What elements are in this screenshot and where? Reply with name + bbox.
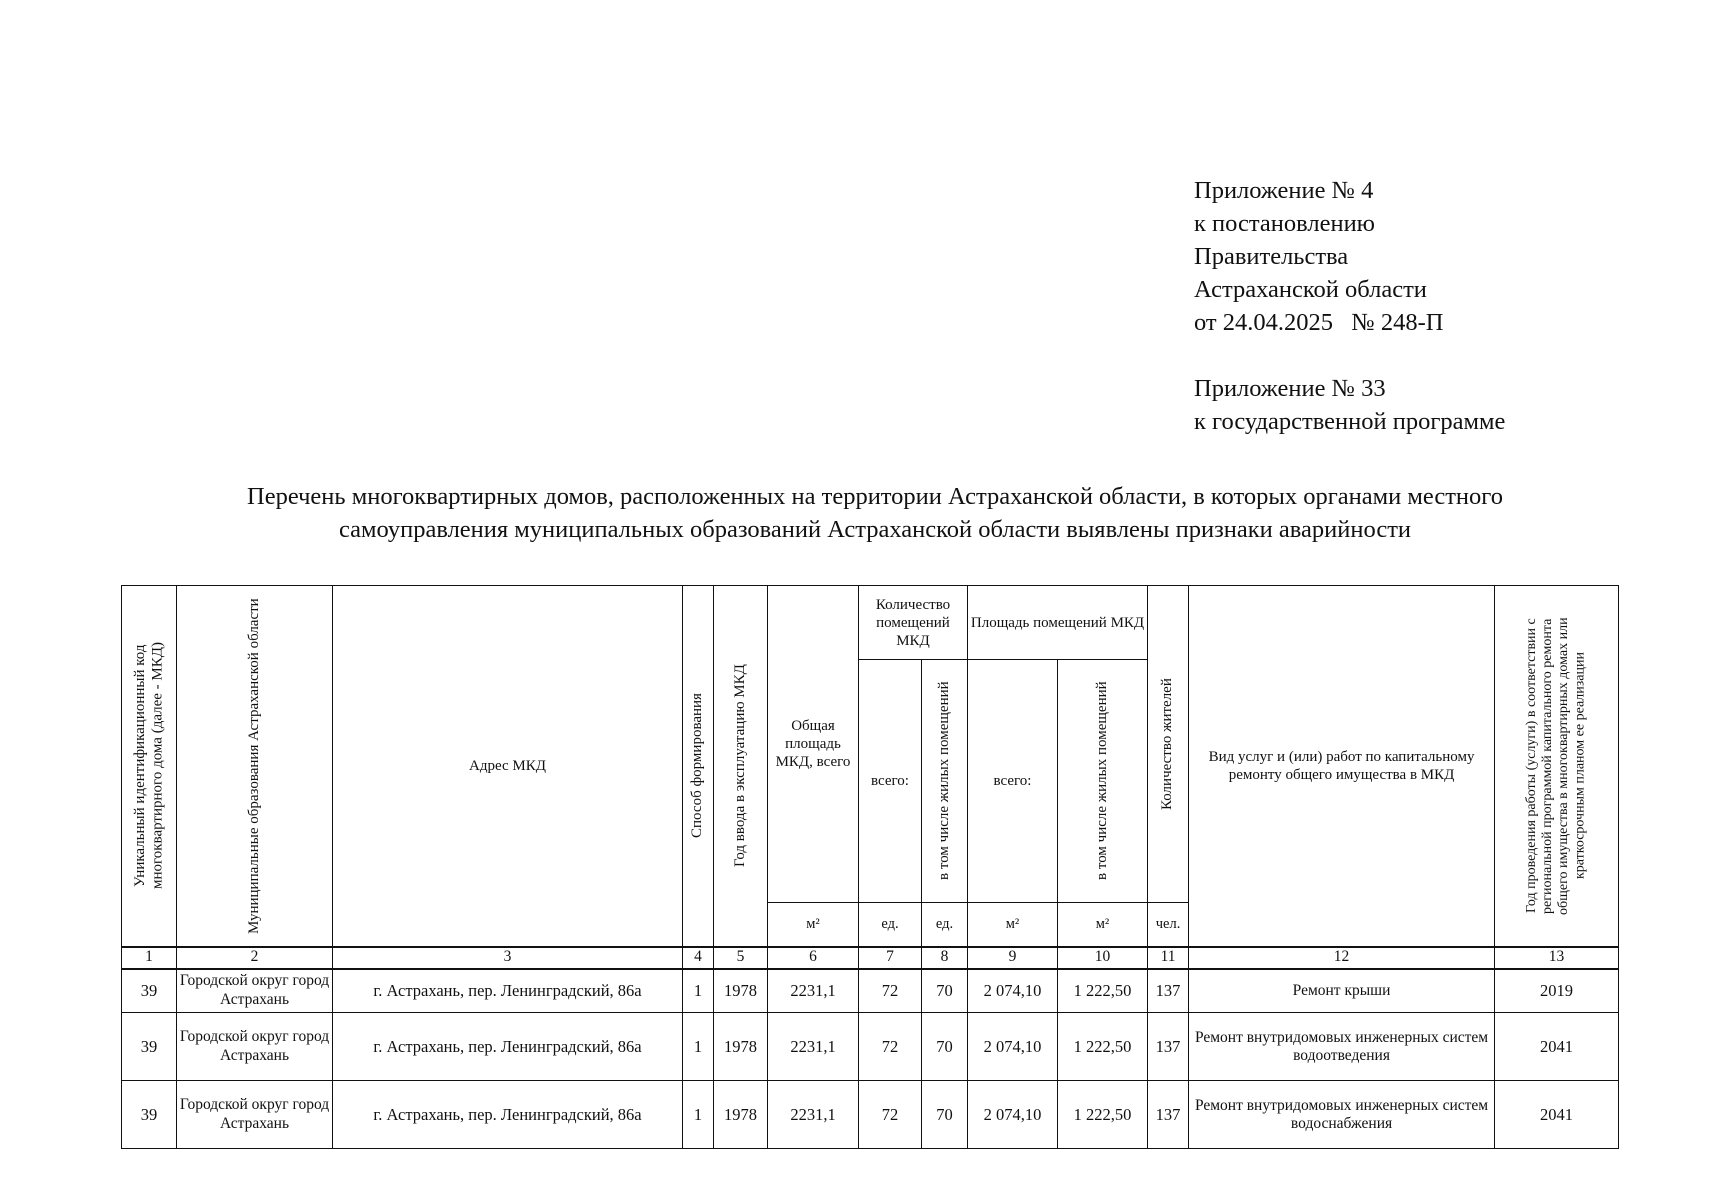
header-work-year-text: Год проведения работы (услуги) в соответствии с региональной программой капитального ремонта общего имущества в многоквартирных домах или краткосрочным планом ее реализации	[1524, 616, 1588, 915]
document-title	[150, 480, 1600, 546]
appendix-line: к государственной программе	[1194, 408, 1506, 435]
unit-total-area: м²	[768, 903, 859, 947]
header-method	[683, 586, 714, 947]
appendix-line: Приложение № 33	[1194, 375, 1386, 402]
cell-rooms-total: 72	[859, 1081, 922, 1149]
column-number: 13	[1495, 947, 1619, 969]
cell-rooms-residential: 70	[922, 1013, 968, 1081]
header-rooms-group: Количество помещений МКД	[859, 586, 968, 660]
column-number: 5	[714, 947, 768, 969]
header-method-text: Способ формирования	[689, 693, 706, 839]
cell-area-residential: 1 222,50	[1058, 1081, 1148, 1149]
cell-municipality: Городской округ город Астрахань	[177, 969, 333, 1013]
cell-residents: 137	[1148, 1081, 1189, 1149]
cell-work-year: 2019	[1495, 969, 1619, 1013]
cell-rooms-residential: 70	[922, 1081, 968, 1149]
cell-code: 39	[122, 1081, 177, 1149]
cell-area-total: 2 074,10	[968, 1013, 1058, 1081]
cell-year-built: 1978	[714, 1081, 768, 1149]
header-area-total: всего:	[968, 660, 1058, 903]
cell-area-total: 2 074,10	[968, 1081, 1058, 1149]
header-work: Вид услуг и (или) работ по капитальному ремонту общего имущества в МКД	[1189, 586, 1495, 947]
title-line: Перечень многоквартирных домов, расположенных на территории Астраханской области, в которых органами местного	[247, 483, 1503, 510]
header-total-area: Общая площадь МКД, всего	[768, 586, 859, 903]
header-rooms-total: всего:	[859, 660, 922, 903]
cell-rooms-total: 72	[859, 1013, 922, 1081]
cell-work-year: 2041	[1495, 1081, 1619, 1149]
cell-municipality: Городской округ город Астрахань	[177, 1081, 333, 1149]
title-line: самоуправления муниципальных образований Астраханской области выявлены признаки аварийности	[338, 516, 1412, 543]
cell-rooms-residential: 70	[922, 969, 968, 1013]
table-row	[122, 1081, 1619, 1149]
column-number: 8	[922, 947, 968, 969]
appendix-line: Астраханской области	[1194, 276, 1427, 303]
column-numbers-row	[122, 947, 1619, 969]
header-area-residential	[1058, 660, 1148, 903]
cell-rooms-total: 72	[859, 969, 922, 1013]
header-area-group: Площадь помещений МКД	[968, 586, 1148, 660]
column-number: 3	[333, 947, 683, 969]
cell-year-built: 1978	[714, 969, 768, 1013]
cell-residents: 137	[1148, 1013, 1189, 1081]
column-number: 11	[1148, 947, 1189, 969]
header-row	[122, 586, 1619, 660]
unit-rooms-residential: ед.	[922, 903, 968, 947]
header-residents	[1148, 586, 1189, 903]
header-rooms-residential	[922, 660, 968, 903]
cell-total-area: 2231,1	[768, 969, 859, 1013]
cell-area-residential: 1 222,50	[1058, 1013, 1148, 1081]
cell-municipality: Городской округ город Астрахань	[177, 1013, 333, 1081]
cell-area-total: 2 074,10	[968, 969, 1058, 1013]
cell-address: г. Астрахань, пер. Ленинградский, 86а	[333, 1013, 683, 1081]
unit-rooms-total: ед.	[859, 903, 922, 947]
table-row	[122, 1013, 1619, 1081]
header-municipality	[177, 586, 333, 947]
cell-address: г. Астрахань, пер. Ленинградский, 86а	[333, 1081, 683, 1149]
header-address: Адрес МКД	[333, 586, 683, 947]
header-area-residential-text: в том числе жилых помещений	[1093, 681, 1110, 881]
cell-area-residential: 1 222,50	[1058, 969, 1148, 1013]
buildings-table	[121, 585, 1619, 1149]
cell-residents: 137	[1148, 969, 1189, 1013]
appendix-line: от 24.04.2025 № 248-П	[1194, 309, 1444, 336]
cell-work: Ремонт крыши	[1189, 969, 1495, 1013]
cell-method: 1	[683, 1081, 714, 1149]
header-residents-text: Количество жителей	[1159, 678, 1176, 810]
header-year-built-text: Год ввода в эксплуатацию МКД	[731, 664, 748, 868]
column-number: 1	[122, 947, 177, 969]
cell-work: Ремонт внутридомовых инженерных систем водоснабжения	[1189, 1081, 1495, 1149]
column-number: 7	[859, 947, 922, 969]
column-number: 9	[968, 947, 1058, 969]
unit-area-residential: м²	[1058, 903, 1148, 947]
cell-total-area: 2231,1	[768, 1081, 859, 1149]
cell-work: Ремонт внутридомовых инженерных систем водоотведения	[1189, 1013, 1495, 1081]
appendix-line: Приложение № 4	[1194, 177, 1374, 204]
column-number: 12	[1189, 947, 1495, 969]
cell-method: 1	[683, 1013, 714, 1081]
unit-area-total: м²	[968, 903, 1058, 947]
header-municipality-text: Муниципальные образования Астраханской области	[245, 597, 262, 934]
cell-work-year: 2041	[1495, 1013, 1619, 1081]
header-year-built	[714, 586, 768, 947]
appendix-gap	[1194, 339, 1505, 372]
header-code-text: Уникальный идентификационный код многоквартирного дома (далее - МКД)	[131, 642, 165, 890]
appendix-line: Правительства	[1194, 243, 1349, 270]
cell-year-built: 1978	[714, 1013, 768, 1081]
table-row	[122, 969, 1619, 1013]
column-number: 6	[768, 947, 859, 969]
cell-method: 1	[683, 969, 714, 1013]
cell-code: 39	[122, 1013, 177, 1081]
cell-code: 39	[122, 969, 177, 1013]
appendix-line: к постановлению	[1194, 210, 1375, 237]
column-number: 2	[177, 947, 333, 969]
unit-residents: чел.	[1148, 903, 1189, 947]
header-code	[122, 586, 177, 947]
cell-address: г. Астрахань, пер. Ленинградский, 86а	[333, 969, 683, 1013]
header-work-year	[1495, 586, 1619, 947]
column-number: 10	[1058, 947, 1148, 969]
cell-total-area: 2231,1	[768, 1013, 859, 1081]
header-rooms-residential-text: в том числе жилых помещений	[935, 681, 952, 881]
column-number: 4	[683, 947, 714, 969]
appendix-block	[1194, 174, 1505, 438]
